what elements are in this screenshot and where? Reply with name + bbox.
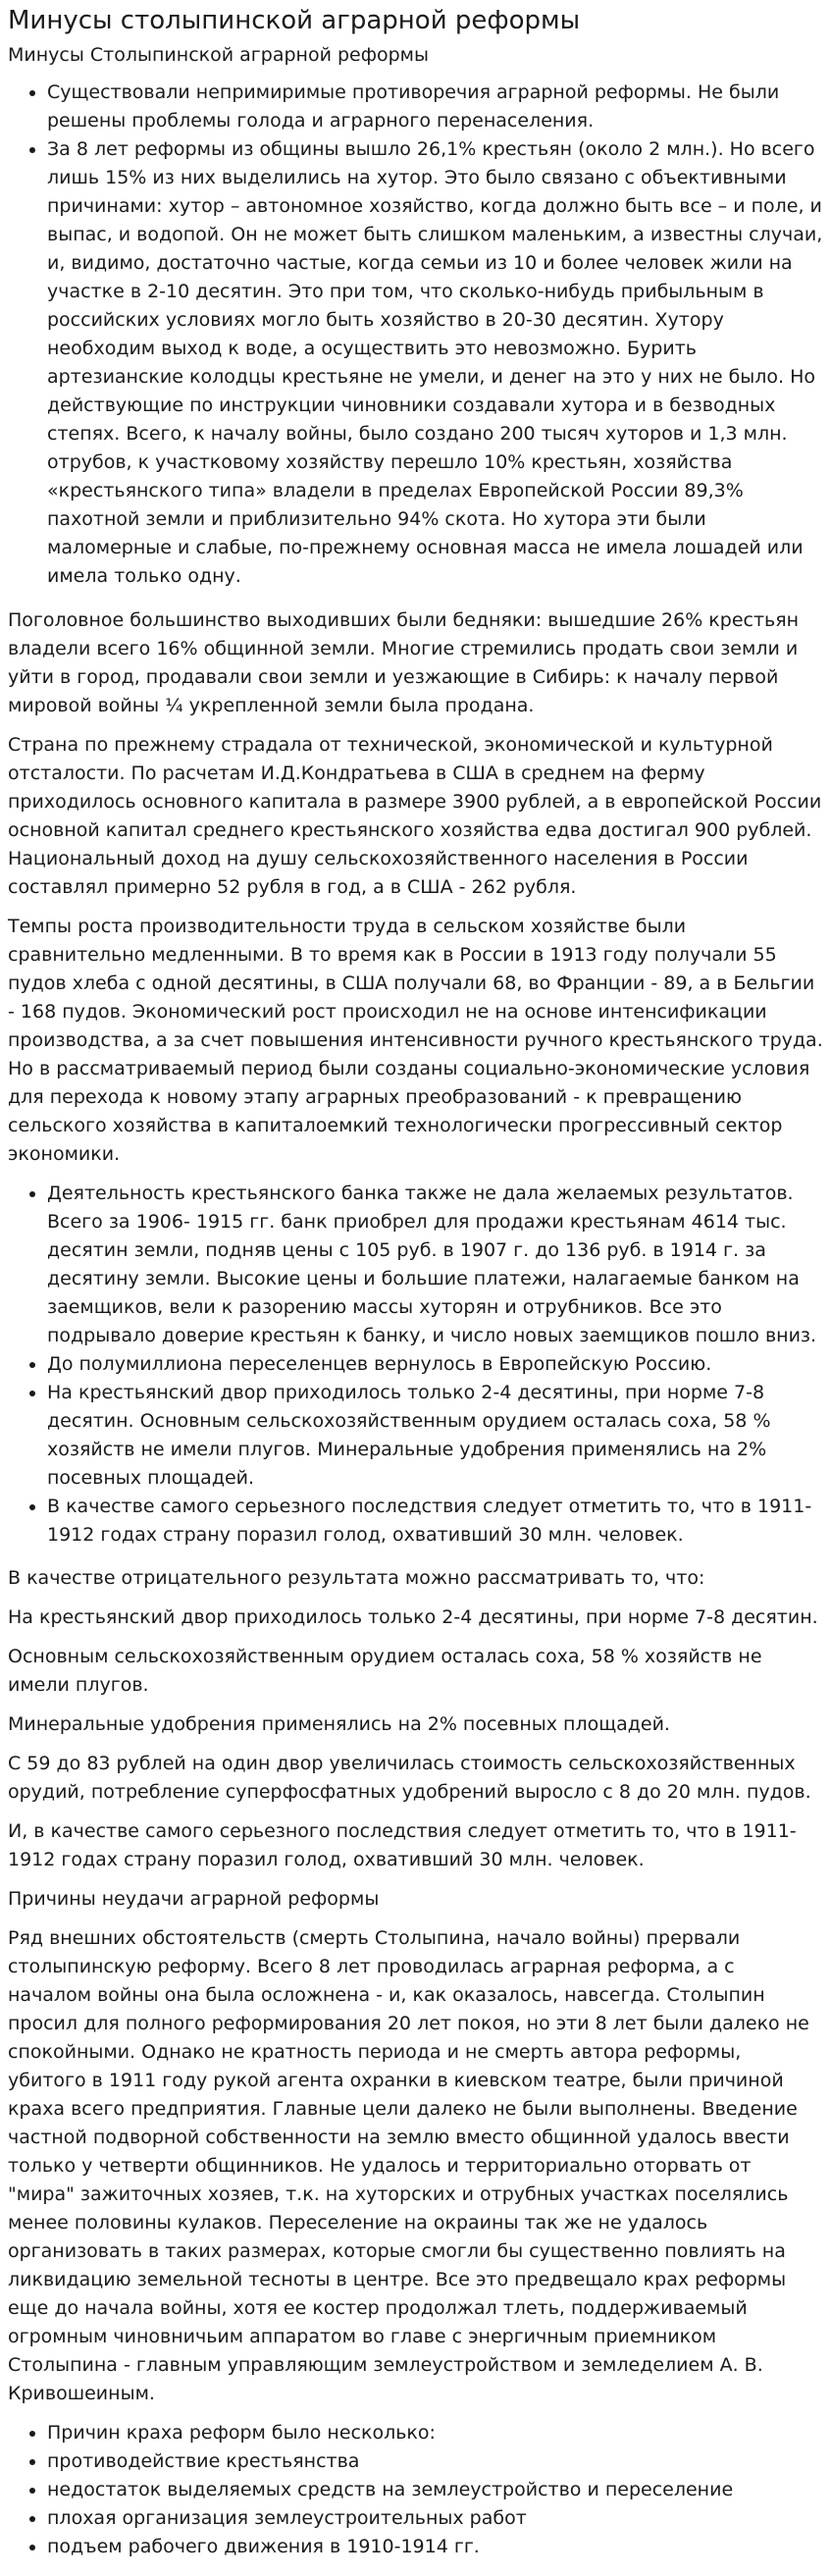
section-heading: Причины неудачи аграрной реформы [8, 1888, 380, 1910]
list-item: • противодействие крестьянства [47, 2447, 823, 2476]
list-item: • Деятельность крестьянского банка также не дала желаемых результатов. Всего за 1906- 1915 гг. банк приобрел для продажи крестьянам 4614 тыс. десятин земли, подняв цены с 105 руб. в 1907 г. до 136 руб. в 1914 г. за десятину земли. Высокие цены и большие платежи, налагаемые банком на заемщиков, вели к разорению массы хуторян и отрубников. Все это подрывало доверие крестьян к банку, и число новых заемщиков пошло вниз. [47, 1180, 823, 1350]
paragraph: В качестве отрицательного результата можно рассматривать то, что: [8, 1567, 705, 1589]
paragraph: И, в качестве самого серьезного последствия следует отметить то, что в 1911-1912 годах страну поразил голод, охвативший 30 млн. человек. [8, 1820, 797, 1870]
bullet-list-2 [8, 1180, 823, 1550]
bullet-list-1 [8, 79, 823, 591]
list-item: • За 8 лет реформы из общины вышло 26,1% крестьян (около 2 млн.). Но всего лишь 15% из них выделились на хутор. Это было связано с объективными причинами: хутор – автономное хозяйство, когда должно быть все – и поле, и выпас, и водопой. Он не может быть слишком маленьким, а известны случаи, и, видимо, достаточно частые, когда семьи из 10 и более человек жили на участке в 2-10 десятин. Это при том, что сколько-нибудь прибыльным в российских условиях могло быть хозяйство в 20-30 десятин. Хутору необходим выход к воде, а осуществить это невозможно. Бурить артезианские колодцы крестьяне не умели, и денег на это у них не было. Но действующие по инструкции чиновники создавали хутора и в безводных степях. Всего, к началу войны, было создано 200 тысяч хуторов и 1,3 млн. отрубов, к участковому хозяйству перешло 10% крестьян, хозяйства «крестьянского типа» владели в пределах Европейской России 89,3% пахотной земли и приблизительно 94% скота. Но хутора эти были маломерные и слабые, по-прежнему основная масса не имела лошадей или имела только одну. [47, 135, 823, 591]
bullet-list-3 [8, 2419, 823, 2561]
paragraph: С 59 до 83 рублей на один двор увеличилась стоимость сельскохозяйственных орудий, потребление суперфосфатных удобрений выросло с 8 до 20 млн. пудов. [8, 1753, 811, 1803]
list-item: • Причин краха реформ было несколько: [47, 2419, 823, 2447]
subtitle: Минусы Столыпинской аграрной реформы [8, 44, 429, 66]
list-item: • В качестве самого серьезного последствия следует отметить то, что в 1911-1912 годах страну поразил голод, охвативший 30 млн. человек. [47, 1493, 823, 1550]
paragraph: Страна по прежнему страдала от технической, экономической и культурной отсталости. По расчетам И.Д.Кондратьева в США в среднем на ферму приходилось основного капитала в размере 3900 рублей, а в европейской России основной капитал среднего крестьянского хозяйства едва достигал 900 рублей. Национальный доход на душу сельскохозяйственного населения в России составлял примерно 52 рубля в год, а в США - 262 рубля. [8, 734, 822, 898]
list-item: • недостаток выделяемых средств на землеустройство и переселение [47, 2476, 823, 2504]
list-item: • До полумиллиона переселенцев вернулось в Европейскую Россию. [47, 1350, 823, 1379]
list-item: • На крестьянский двор приходилось только 2-4 десятины, при норме 7-8 десятин. Основным сельскохозяйственным орудием осталась соха, 58 % хозяйств не имели плугов. Минеральные удобрения применялись на 2% посевных площадей. [47, 1379, 823, 1493]
paragraph: Темпы роста производительности труда в сельском хозяйстве были сравнительно медленными. В то время как в России в 1913 году получали 55 пудов хлеба с одной десятины, в США получали 68, во Франции - 89, а в Бельгии - 168 пудов. Экономический рост происходил не на основе интенсификации производства, а за счет повышения интенсивности ручного крестьянского труда. Но в рассматриваемый период были созданы социально-экономические условия для перехода к новому этапу аграрных преобразований - к превращению сельского хозяйства в капиталоемкий технологически прогрессивный сектор экономики. [8, 916, 823, 1165]
list-item: • Существовали непримиримые противоречия аграрной реформы. Не были решены проблемы голода и аграрного перенаселения. [47, 79, 823, 135]
list-item: • подъем рабочего движения в 1910-1914 гг. [47, 2533, 823, 2561]
page-title: Минусы столыпинской аграрной реформы [8, 6, 581, 35]
paragraph: На крестьянский двор приходилось только 2-4 десятины, при норме 7-8 десятин. [8, 1606, 818, 1628]
paragraph: Ряд внешних обстоятельств (смерть Столыпина, начало войны) прервали столыпинскую реформу. Всего 8 лет проводилась аграрная реформа, а с началом войны она была осложнена - и, как оказалось, навсегда. Столыпин просил для полного реформирования 20 лет покоя, но эти 8 лет были далеко не спокойными. Однако не кратность периода и не смерть автора реформы, убитого в 1911 году рукой агента охранки в киевском театре, были причиной краха всего предприятия. Главные цели далеко не были выполнены. Введение частной подворной собственности на землю вместо общинной удалось ввести только у четверти общинников. Не удалось и территориально оторвать от "мира" зажиточных хозяев, т.к. на хуторских и отрубных участках поселялись менее половины кулаков. Переселение на окраины так же не удалось организовать в таких размерах, которые смогли бы существенно повлиять на ликвидацию земельной тесноты в центре. Все это предвещало крах реформы еще до начала войны, хотя ее костер продолжал тлеть, поддерживаемый огромным чиновничьим аппаратом во главе с энергичным приемником Столыпина - главным управляющим землеустройством и земледелием А. В. Кривошеиным. [8, 1927, 809, 2404]
paragraph: Поголовное большинство выходивших были бедняки: вышедшие 26% крестьян владели всего 16% общинной земли. Многие стремились продать свои земли и уйти в город, продавали свои земли и уезжающие в Сибирь: к началу первой мировой войны ¼ укрепленной земли была продана. [8, 609, 800, 716]
paragraph: Основным сельскохозяйственным орудием осталась соха, 58 % хозяйств не имели плугов. [8, 1646, 762, 1696]
list-item: • плохая организация землеустроительных работ [47, 2504, 823, 2533]
paragraph: Минеральные удобрения применялись на 2% посевных площадей. [8, 1713, 670, 1735]
